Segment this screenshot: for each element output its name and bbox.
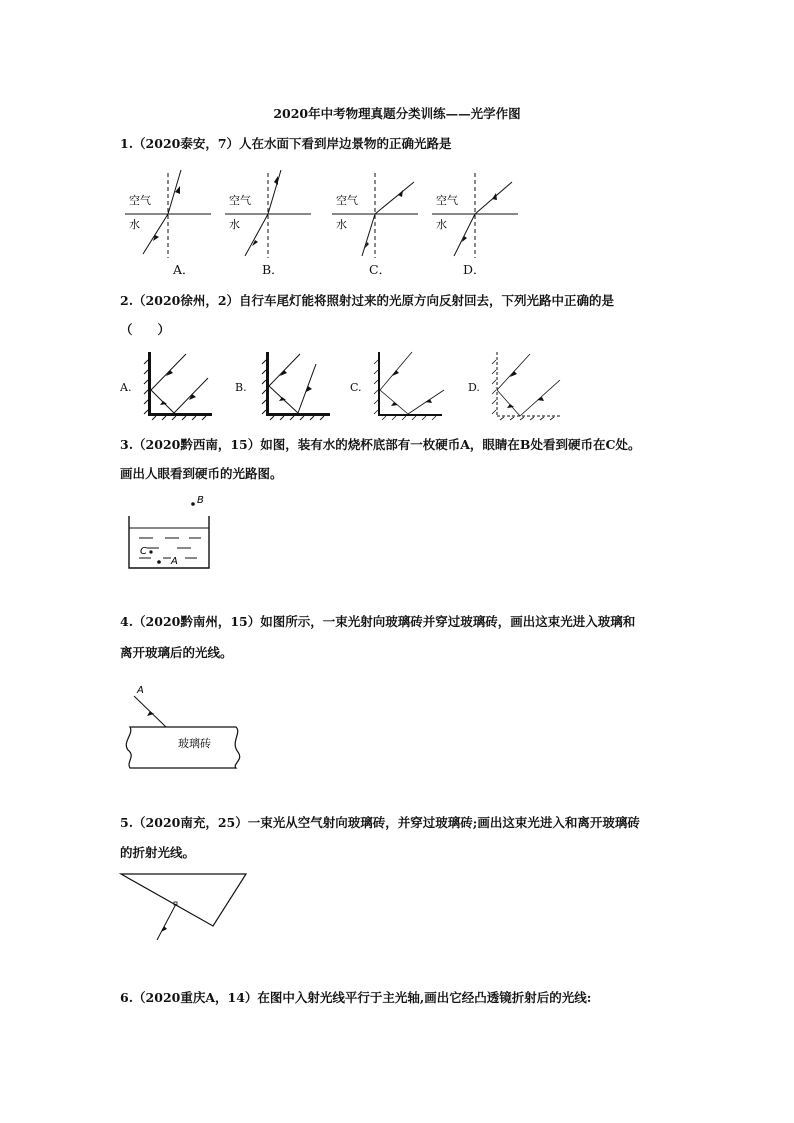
q1-option-c: C． [369,262,392,277]
question-4-line-1: 4.（2020黔南州，15）如图所示，一束光射向玻璃砖并穿过玻璃砖，画出这束光进入玻璃和 [120,614,636,629]
q3-label-b: B [197,495,204,506]
q1-water-label: 水 [436,218,447,231]
q2-figure-b [260,350,335,420]
q2-figure-c [372,350,447,420]
q2-figure-a [142,350,217,420]
question-3-line-1: 3.（2020黔西南，15）如图，装有水的烧杯底部有一枚硬币A，眼睛在B处看到硬币在C处。 [120,437,641,452]
question-2-stem: 2.（2020徐州，2）自行车尾灯能将照射过来的光原方向反射回去，下列光路中正确的是 [120,293,615,308]
question-6-stem: 6.（2020重庆A，14）在图中入射光线平行于主光轴,画出它经凸透镜折射后的光线: [120,990,592,1005]
question-5-line-2: 的折射光线。 [120,845,196,860]
question-4-line-2: 离开玻璃后的光线。 [120,645,233,660]
q3-label-a: A [171,556,178,567]
q2-figure-d [490,350,570,420]
q3-point-a [157,560,161,564]
question-1-stem: 1.（2020泰安，7）人在水面下看到岸边景物的正确光路是 [120,136,452,151]
q1-water-label: 水 [336,218,347,231]
q2-option-d: D. [468,381,480,394]
q3-label-c: C [140,546,147,557]
q4-figure-glass [120,680,245,775]
q1-figure-a [125,168,215,278]
question-5-line-1: 5.（2020南充，25）一束光从空气射向玻璃砖，并穿过玻璃砖;画出这束光进入和离开玻璃砖 [120,815,640,830]
q1-air-label: 空气 [129,194,151,207]
q1-option-a: A． [173,262,195,277]
q1-air-label: 空气 [336,194,358,207]
q3-point-b [191,502,195,506]
q1-option-d: D． [463,262,486,277]
question-2-answer-blank: （ ） [120,322,171,337]
q4-glass-label: 玻璃砖 [178,737,211,750]
q2-option-a: A. [120,381,132,394]
q1-air-label: 空气 [436,194,458,207]
q4-label-a: A [137,685,144,696]
q3-point-c [149,550,152,553]
q1-water-label: 水 [229,218,240,231]
q2-option-c: C. [350,381,362,394]
q1-water-label: 水 [129,218,140,231]
q2-option-b: B. [235,381,247,394]
page-title: 2020年中考物理真题分类训练——光学作图 [273,106,521,121]
q5-figure-prism [118,868,253,948]
q3-figure-beaker [125,494,220,574]
q1-option-b: B． [262,262,284,277]
q1-air-label: 空气 [229,194,251,207]
question-3-line-2: 画出人眼看到硬币的光路图。 [120,466,283,481]
